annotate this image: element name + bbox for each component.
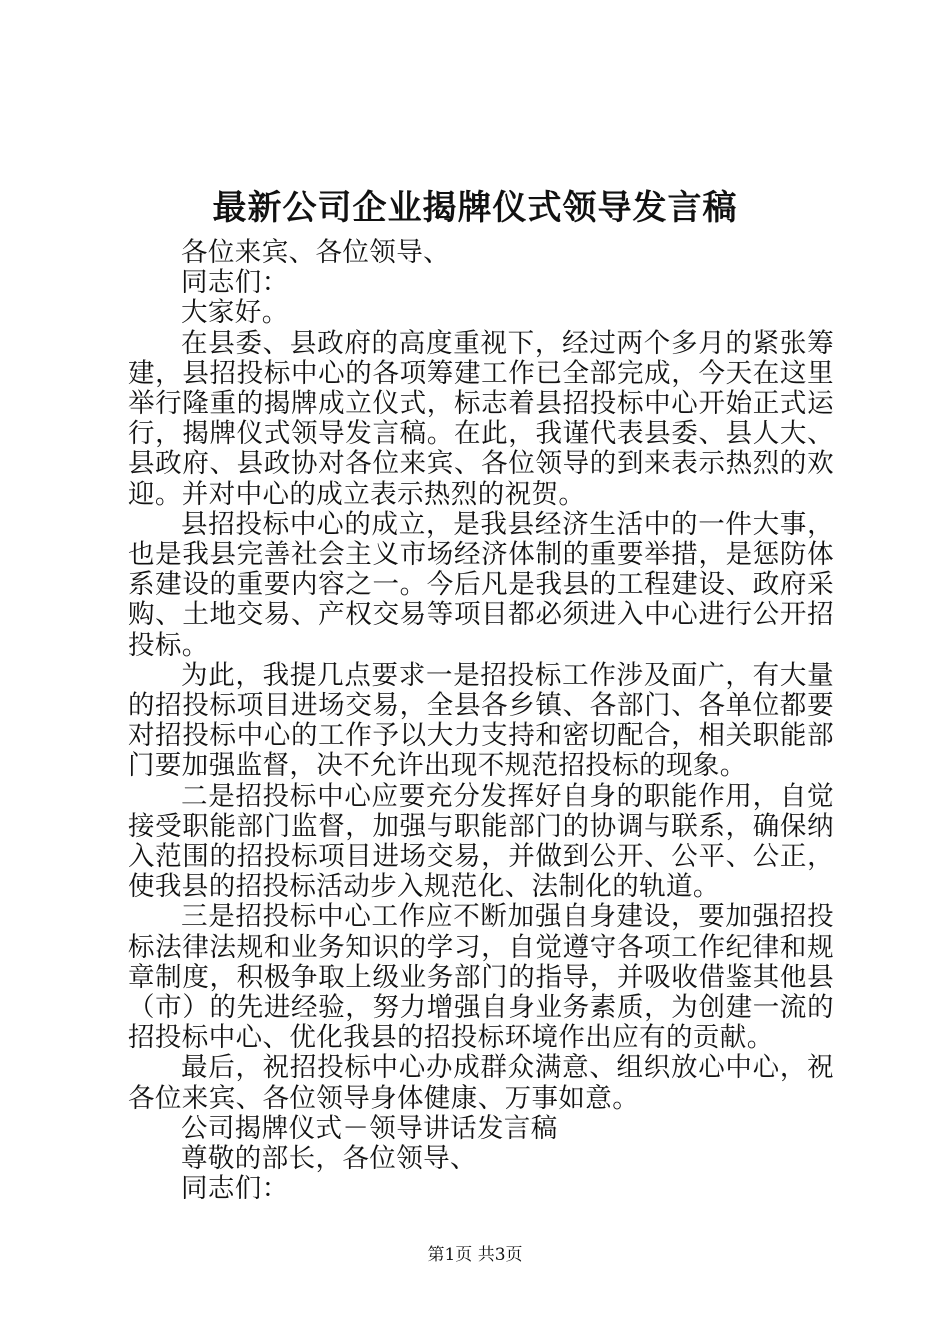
paragraph-requirement-three: 三是招投标中心工作应不断加强自身建设，要加强招投标法律法规和业务知识的学习，自觉遵守各项工作纪律和规章制度，积极争取上级业务部门的指导，并吸收借鉴其他县（市）的先进经验，努力增强自身业务素质，为创建一流的招投标中心、优化我县的招投标环境作出应有的贡献。 bbox=[128, 901, 834, 1054]
document-title: 最新公司企业揭牌仪式领导发言稿 bbox=[212, 188, 738, 228]
paragraph-requirement-one: 为此，我提几点要求一是招投标工作涉及面广，有大量的招投标项目进场交易，全县各乡镇、各部门、各单位都要对招投标中心的工作予以大力支持和密切配合，相关职能部门要加强监督，决不允许出现不规范招投标的现象。 bbox=[128, 659, 834, 782]
paragraph-second-salutation: 尊敬的部长，各位领导、 bbox=[181, 1143, 477, 1175]
paragraph-significance: 县招投标中心的成立，是我县经济生活中的一件大事，也是我县完善社会主义市场经济体制的重要举措，是惩防体系建设的重要内容之一。今后凡是我县的工程建设、政府采购、土地交易、产权交易等项目都必须进入中心进行公开招投标。 bbox=[128, 508, 834, 661]
paragraph-greeting: 大家好。 bbox=[181, 297, 289, 329]
paragraph-salutation-comrades: 同志们： bbox=[181, 267, 289, 299]
paragraph-closing: 最后，祝招投标中心办成群众满意、组织放心中心，祝各位来宾、各位领导身体健康、万事如意。 bbox=[128, 1052, 834, 1114]
paragraph-requirement-two: 二是招投标中心应要充分发挥好自身的职能作用，自觉接受职能部门监督，加强与职能部门的协调与联系，确保纳入范围的招投标项目进场交易，并做到公开、公平、公正，使我县的招投标活动步入规范化、法制化的轨道。 bbox=[128, 780, 834, 903]
paragraph-second-comrades: 同志们： bbox=[181, 1173, 289, 1205]
paragraph-salutation-guests: 各位来宾、各位领导、 bbox=[181, 237, 450, 268]
document-body bbox=[128, 238, 834, 1205]
paragraph-opening: 在县委、县政府的高度重视下，经过两个多月的紧张筹建，县招投标中心的各项筹建工作已全部完成，今天在这里举行隆重的揭牌成立仪式，标志着县招投标中心开始正式运行，揭牌仪式领导发言稿。在此，我谨代表县委、县人大、县政府、县政协对各位来宾、各位领导的到来表示热烈的欢迎。并对中心的成立表示热烈的祝贺。 bbox=[128, 327, 834, 510]
paragraph-second-speech-title: 公司揭牌仪式－领导讲话发言稿 bbox=[181, 1112, 558, 1144]
page-number-footer: 第1页 共3页 bbox=[427, 1245, 523, 1265]
